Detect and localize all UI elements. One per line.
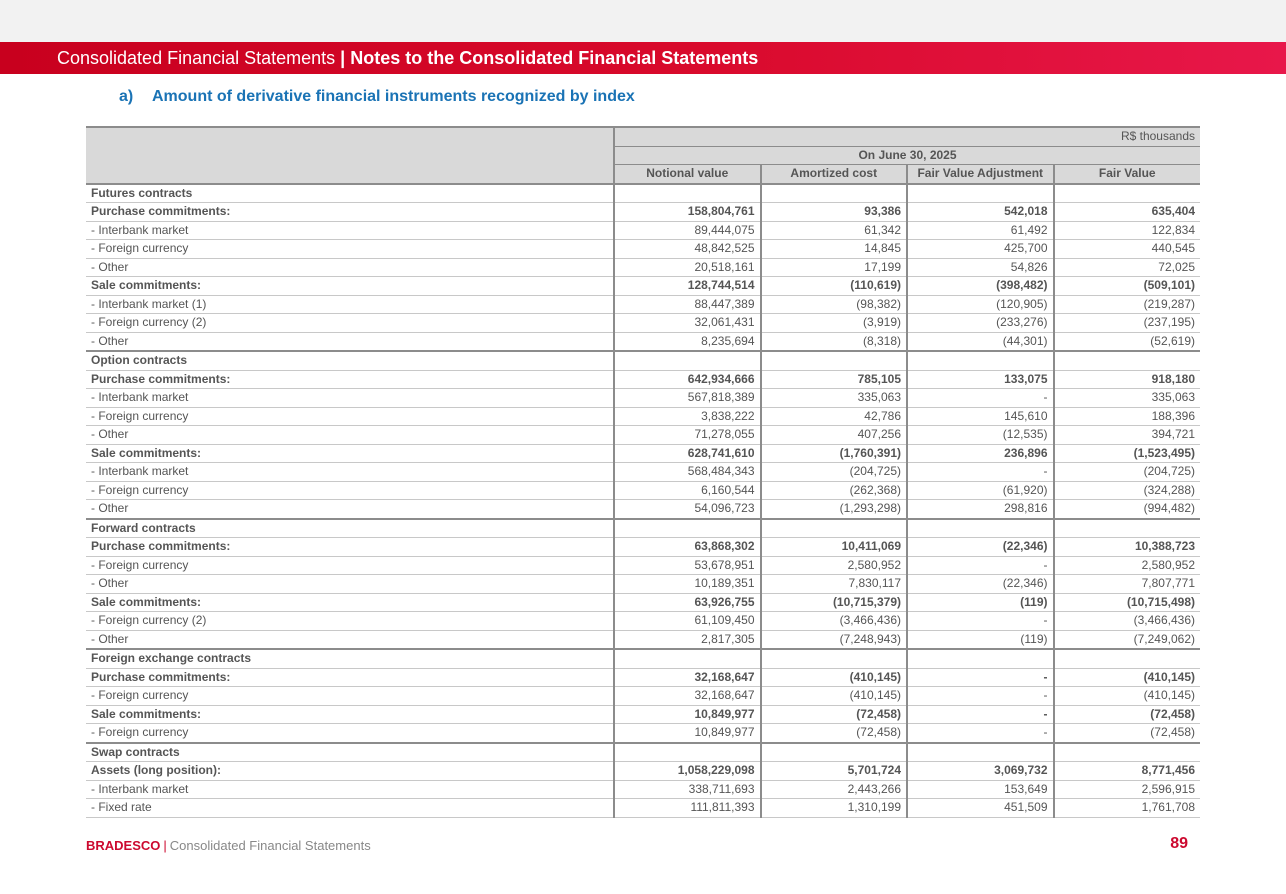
- row-label: - Foreign currency: [86, 687, 614, 706]
- value-cell: [907, 649, 1054, 668]
- value-cell: 20,518,161: [614, 258, 761, 277]
- row-label: Sale commitments:: [86, 444, 614, 463]
- value-cell: [761, 519, 908, 538]
- value-cell: 32,168,647: [614, 668, 761, 687]
- value-cell: (1,293,298): [761, 500, 908, 519]
- row-label: - Other: [86, 426, 614, 445]
- column-header: Fair Value Adjustment: [907, 165, 1054, 184]
- value-cell: (219,287): [1054, 295, 1201, 314]
- row-label: Forward contracts: [86, 519, 614, 538]
- table-row: [86, 593, 1200, 612]
- value-cell: -: [907, 724, 1054, 743]
- value-cell: [1054, 743, 1201, 762]
- value-cell: (237,195): [1054, 314, 1201, 333]
- footer-text: Consolidated Financial Statements: [169, 838, 371, 853]
- value-cell: 642,934,666: [614, 370, 761, 389]
- value-cell: 2,596,915: [1054, 780, 1201, 799]
- value-cell: 54,096,723: [614, 500, 761, 519]
- value-cell: 5,701,724: [761, 762, 908, 781]
- value-cell: [1054, 649, 1201, 668]
- row-label: - Interbank market: [86, 221, 614, 240]
- value-cell: (8,318): [761, 332, 908, 351]
- table-row: [86, 575, 1200, 594]
- value-cell: (10,715,498): [1054, 593, 1201, 612]
- value-cell: (22,346): [907, 575, 1054, 594]
- value-cell: -: [907, 389, 1054, 408]
- value-cell: [614, 743, 761, 762]
- value-cell: 32,168,647: [614, 687, 761, 706]
- row-label: - Foreign currency: [86, 407, 614, 426]
- table-row: [86, 799, 1200, 818]
- table-row: [86, 258, 1200, 277]
- row-label: Sale commitments:: [86, 277, 614, 296]
- value-cell: 17,199: [761, 258, 908, 277]
- value-cell: 785,105: [761, 370, 908, 389]
- value-cell: 542,018: [907, 203, 1054, 222]
- table-row: [86, 743, 1200, 762]
- row-label: Foreign exchange contracts: [86, 649, 614, 668]
- table-row: [86, 556, 1200, 575]
- value-cell: [761, 649, 908, 668]
- value-cell: (110,619): [761, 277, 908, 296]
- value-cell: 122,834: [1054, 221, 1201, 240]
- table-row: [86, 705, 1200, 724]
- table-row: [86, 668, 1200, 687]
- value-cell: 6,160,544: [614, 481, 761, 500]
- value-cell: 568,484,343: [614, 463, 761, 482]
- value-cell: [614, 351, 761, 370]
- table-row: [86, 370, 1200, 389]
- table-row: [86, 780, 1200, 799]
- value-cell: 63,868,302: [614, 538, 761, 557]
- table-row: [86, 426, 1200, 445]
- table-row: [86, 612, 1200, 631]
- value-cell: (7,249,062): [1054, 630, 1201, 649]
- table-row: [86, 184, 1200, 203]
- value-cell: [907, 351, 1054, 370]
- row-label: - Foreign currency: [86, 481, 614, 500]
- value-cell: (61,920): [907, 481, 1054, 500]
- value-cell: 335,063: [1054, 389, 1201, 408]
- value-cell: -: [907, 556, 1054, 575]
- header-prefix: Consolidated Financial Statements: [57, 48, 336, 68]
- value-cell: (204,725): [1054, 463, 1201, 482]
- value-cell: (1,760,391): [761, 444, 908, 463]
- value-cell: [761, 743, 908, 762]
- value-cell: 42,786: [761, 407, 908, 426]
- value-cell: 188,396: [1054, 407, 1201, 426]
- value-cell: (10,715,379): [761, 593, 908, 612]
- value-cell: 48,842,525: [614, 240, 761, 259]
- column-header: Notional value: [614, 165, 761, 184]
- value-cell: 451,509: [907, 799, 1054, 818]
- value-cell: 61,109,450: [614, 612, 761, 631]
- derivatives-table: [86, 126, 1200, 818]
- table-row: [86, 295, 1200, 314]
- table-row: [86, 221, 1200, 240]
- table-row: [86, 407, 1200, 426]
- header-separator: |: [340, 48, 346, 68]
- row-label: Swap contracts: [86, 743, 614, 762]
- row-label: - Other: [86, 575, 614, 594]
- column-header: Fair Value: [1054, 165, 1201, 184]
- value-cell: 61,492: [907, 221, 1054, 240]
- value-cell: 111,811,393: [614, 799, 761, 818]
- value-cell: (72,458): [761, 724, 908, 743]
- footer-brand: BRADESCO: [86, 838, 161, 853]
- value-cell: 63,926,755: [614, 593, 761, 612]
- value-cell: (119): [907, 630, 1054, 649]
- table-row: [86, 762, 1200, 781]
- value-cell: (7,248,943): [761, 630, 908, 649]
- value-cell: (72,458): [1054, 705, 1201, 724]
- table-row: [86, 314, 1200, 333]
- row-label: - Interbank market (1): [86, 295, 614, 314]
- value-cell: (12,535): [907, 426, 1054, 445]
- header-title: Notes to the Consolidated Financial Statements: [350, 48, 759, 68]
- value-cell: [1054, 184, 1201, 203]
- row-label: Purchase commitments:: [86, 538, 614, 557]
- value-cell: 425,700: [907, 240, 1054, 259]
- value-cell: 145,610: [907, 407, 1054, 426]
- value-cell: (119): [907, 593, 1054, 612]
- table-row: [86, 203, 1200, 222]
- value-cell: [614, 649, 761, 668]
- value-cell: (398,482): [907, 277, 1054, 296]
- value-cell: 236,896: [907, 444, 1054, 463]
- value-cell: 72,025: [1054, 258, 1201, 277]
- value-cell: 133,075: [907, 370, 1054, 389]
- value-cell: (994,482): [1054, 500, 1201, 519]
- value-cell: [614, 519, 761, 538]
- value-cell: (204,725): [761, 463, 908, 482]
- row-label: - Foreign currency (2): [86, 612, 614, 631]
- value-cell: -: [907, 463, 1054, 482]
- value-cell: 88,447,389: [614, 295, 761, 314]
- value-cell: 1,761,708: [1054, 799, 1201, 818]
- value-cell: 567,818,389: [614, 389, 761, 408]
- top-margin: [0, 0, 1286, 42]
- value-cell: 1,058,229,098: [614, 762, 761, 781]
- value-cell: 2,580,952: [761, 556, 908, 575]
- table-row: [86, 519, 1200, 538]
- value-cell: (410,145): [761, 687, 908, 706]
- value-cell: (52,619): [1054, 332, 1201, 351]
- value-cell: 10,411,069: [761, 538, 908, 557]
- value-cell: (410,145): [761, 668, 908, 687]
- row-label: - Interbank market: [86, 780, 614, 799]
- value-cell: -: [907, 705, 1054, 724]
- value-cell: 2,443,266: [761, 780, 908, 799]
- value-cell: 2,817,305: [614, 630, 761, 649]
- value-cell: 89,444,075: [614, 221, 761, 240]
- row-label: Option contracts: [86, 351, 614, 370]
- value-cell: 3,838,222: [614, 407, 761, 426]
- table-row: [86, 332, 1200, 351]
- table-row: [86, 277, 1200, 296]
- value-cell: 407,256: [761, 426, 908, 445]
- value-cell: [1054, 519, 1201, 538]
- header-blank-cell: [86, 127, 614, 184]
- value-cell: (3,919): [761, 314, 908, 333]
- value-cell: 32,061,431: [614, 314, 761, 333]
- value-cell: 2,580,952: [1054, 556, 1201, 575]
- row-label: - Interbank market: [86, 463, 614, 482]
- value-cell: (72,458): [1054, 724, 1201, 743]
- value-cell: 628,741,610: [614, 444, 761, 463]
- row-label: - Other: [86, 500, 614, 519]
- row-label: - Other: [86, 332, 614, 351]
- column-header: Amortized cost: [761, 165, 908, 184]
- value-cell: 53,678,951: [614, 556, 761, 575]
- row-label: - Foreign currency (2): [86, 314, 614, 333]
- row-label: - Other: [86, 630, 614, 649]
- value-cell: (324,288): [1054, 481, 1201, 500]
- value-cell: 635,404: [1054, 203, 1201, 222]
- value-cell: -: [907, 612, 1054, 631]
- page-number: 89: [1170, 835, 1188, 852]
- row-label: Purchase commitments:: [86, 203, 614, 222]
- table-row: [86, 481, 1200, 500]
- table-row: [86, 463, 1200, 482]
- value-cell: (120,905): [907, 295, 1054, 314]
- value-cell: (98,382): [761, 295, 908, 314]
- value-cell: 54,826: [907, 258, 1054, 277]
- value-cell: -: [907, 687, 1054, 706]
- value-cell: [761, 351, 908, 370]
- row-label: - Foreign currency: [86, 240, 614, 259]
- row-label: Sale commitments:: [86, 593, 614, 612]
- footer: [86, 836, 1200, 856]
- value-cell: [1054, 351, 1201, 370]
- table-row: [86, 240, 1200, 259]
- value-cell: 335,063: [761, 389, 908, 408]
- value-cell: (72,458): [761, 705, 908, 724]
- table-row: [86, 389, 1200, 408]
- table-row: [86, 500, 1200, 519]
- row-label: Futures contracts: [86, 184, 614, 203]
- value-cell: 338,711,693: [614, 780, 761, 799]
- value-cell: (233,276): [907, 314, 1054, 333]
- table-row: [86, 687, 1200, 706]
- value-cell: (3,466,436): [1054, 612, 1201, 631]
- section-title: Amount of derivative financial instruments recognized by index: [152, 88, 635, 105]
- value-cell: [614, 184, 761, 203]
- value-cell: 440,545: [1054, 240, 1201, 259]
- value-cell: [761, 184, 908, 203]
- table-row: [86, 630, 1200, 649]
- row-label: - Foreign currency: [86, 556, 614, 575]
- value-cell: 158,804,761: [614, 203, 761, 222]
- row-label: - Fixed rate: [86, 799, 614, 818]
- value-cell: (509,101): [1054, 277, 1201, 296]
- value-cell: 61,342: [761, 221, 908, 240]
- row-label: Purchase commitments:: [86, 370, 614, 389]
- table-row: [86, 649, 1200, 668]
- value-cell: 10,849,977: [614, 724, 761, 743]
- value-cell: 71,278,055: [614, 426, 761, 445]
- section-number: a): [119, 88, 134, 105]
- row-label: Assets (long position):: [86, 762, 614, 781]
- value-cell: [907, 743, 1054, 762]
- value-cell: (44,301): [907, 332, 1054, 351]
- table-body: [86, 184, 1200, 818]
- value-cell: (22,346): [907, 538, 1054, 557]
- footer-separator: |: [163, 838, 167, 853]
- value-cell: 8,771,456: [1054, 762, 1201, 781]
- section-heading: [119, 86, 635, 108]
- row-label: - Other: [86, 258, 614, 277]
- value-cell: (262,368): [761, 481, 908, 500]
- units-label: R$ thousands: [614, 127, 1200, 146]
- value-cell: 153,649: [907, 780, 1054, 799]
- row-label: Purchase commitments:: [86, 668, 614, 687]
- row-label: - Interbank market: [86, 389, 614, 408]
- table-row: [86, 351, 1200, 370]
- value-cell: (3,466,436): [761, 612, 908, 631]
- value-cell: (410,145): [1054, 668, 1201, 687]
- value-cell: 3,069,732: [907, 762, 1054, 781]
- value-cell: 128,744,514: [614, 277, 761, 296]
- value-cell: 918,180: [1054, 370, 1201, 389]
- value-cell: (1,523,495): [1054, 444, 1201, 463]
- table-row: [86, 444, 1200, 463]
- value-cell: 93,386: [761, 203, 908, 222]
- row-label: - Foreign currency: [86, 724, 614, 743]
- value-cell: 10,189,351: [614, 575, 761, 594]
- value-cell: 7,830,117: [761, 575, 908, 594]
- value-cell: 8,235,694: [614, 332, 761, 351]
- header-band: [0, 42, 1286, 74]
- value-cell: -: [907, 668, 1054, 687]
- row-label: Sale commitments:: [86, 705, 614, 724]
- value-cell: 10,849,977: [614, 705, 761, 724]
- value-cell: 1,310,199: [761, 799, 908, 818]
- value-cell: [907, 519, 1054, 538]
- value-cell: 394,721: [1054, 426, 1201, 445]
- period-header: On June 30, 2025: [614, 146, 1200, 165]
- value-cell: 14,845: [761, 240, 908, 259]
- value-cell: 10,388,723: [1054, 538, 1201, 557]
- value-cell: 7,807,771: [1054, 575, 1201, 594]
- value-cell: [907, 184, 1054, 203]
- value-cell: 298,816: [907, 500, 1054, 519]
- table-row: [86, 724, 1200, 743]
- table-row: [86, 538, 1200, 557]
- value-cell: (410,145): [1054, 687, 1201, 706]
